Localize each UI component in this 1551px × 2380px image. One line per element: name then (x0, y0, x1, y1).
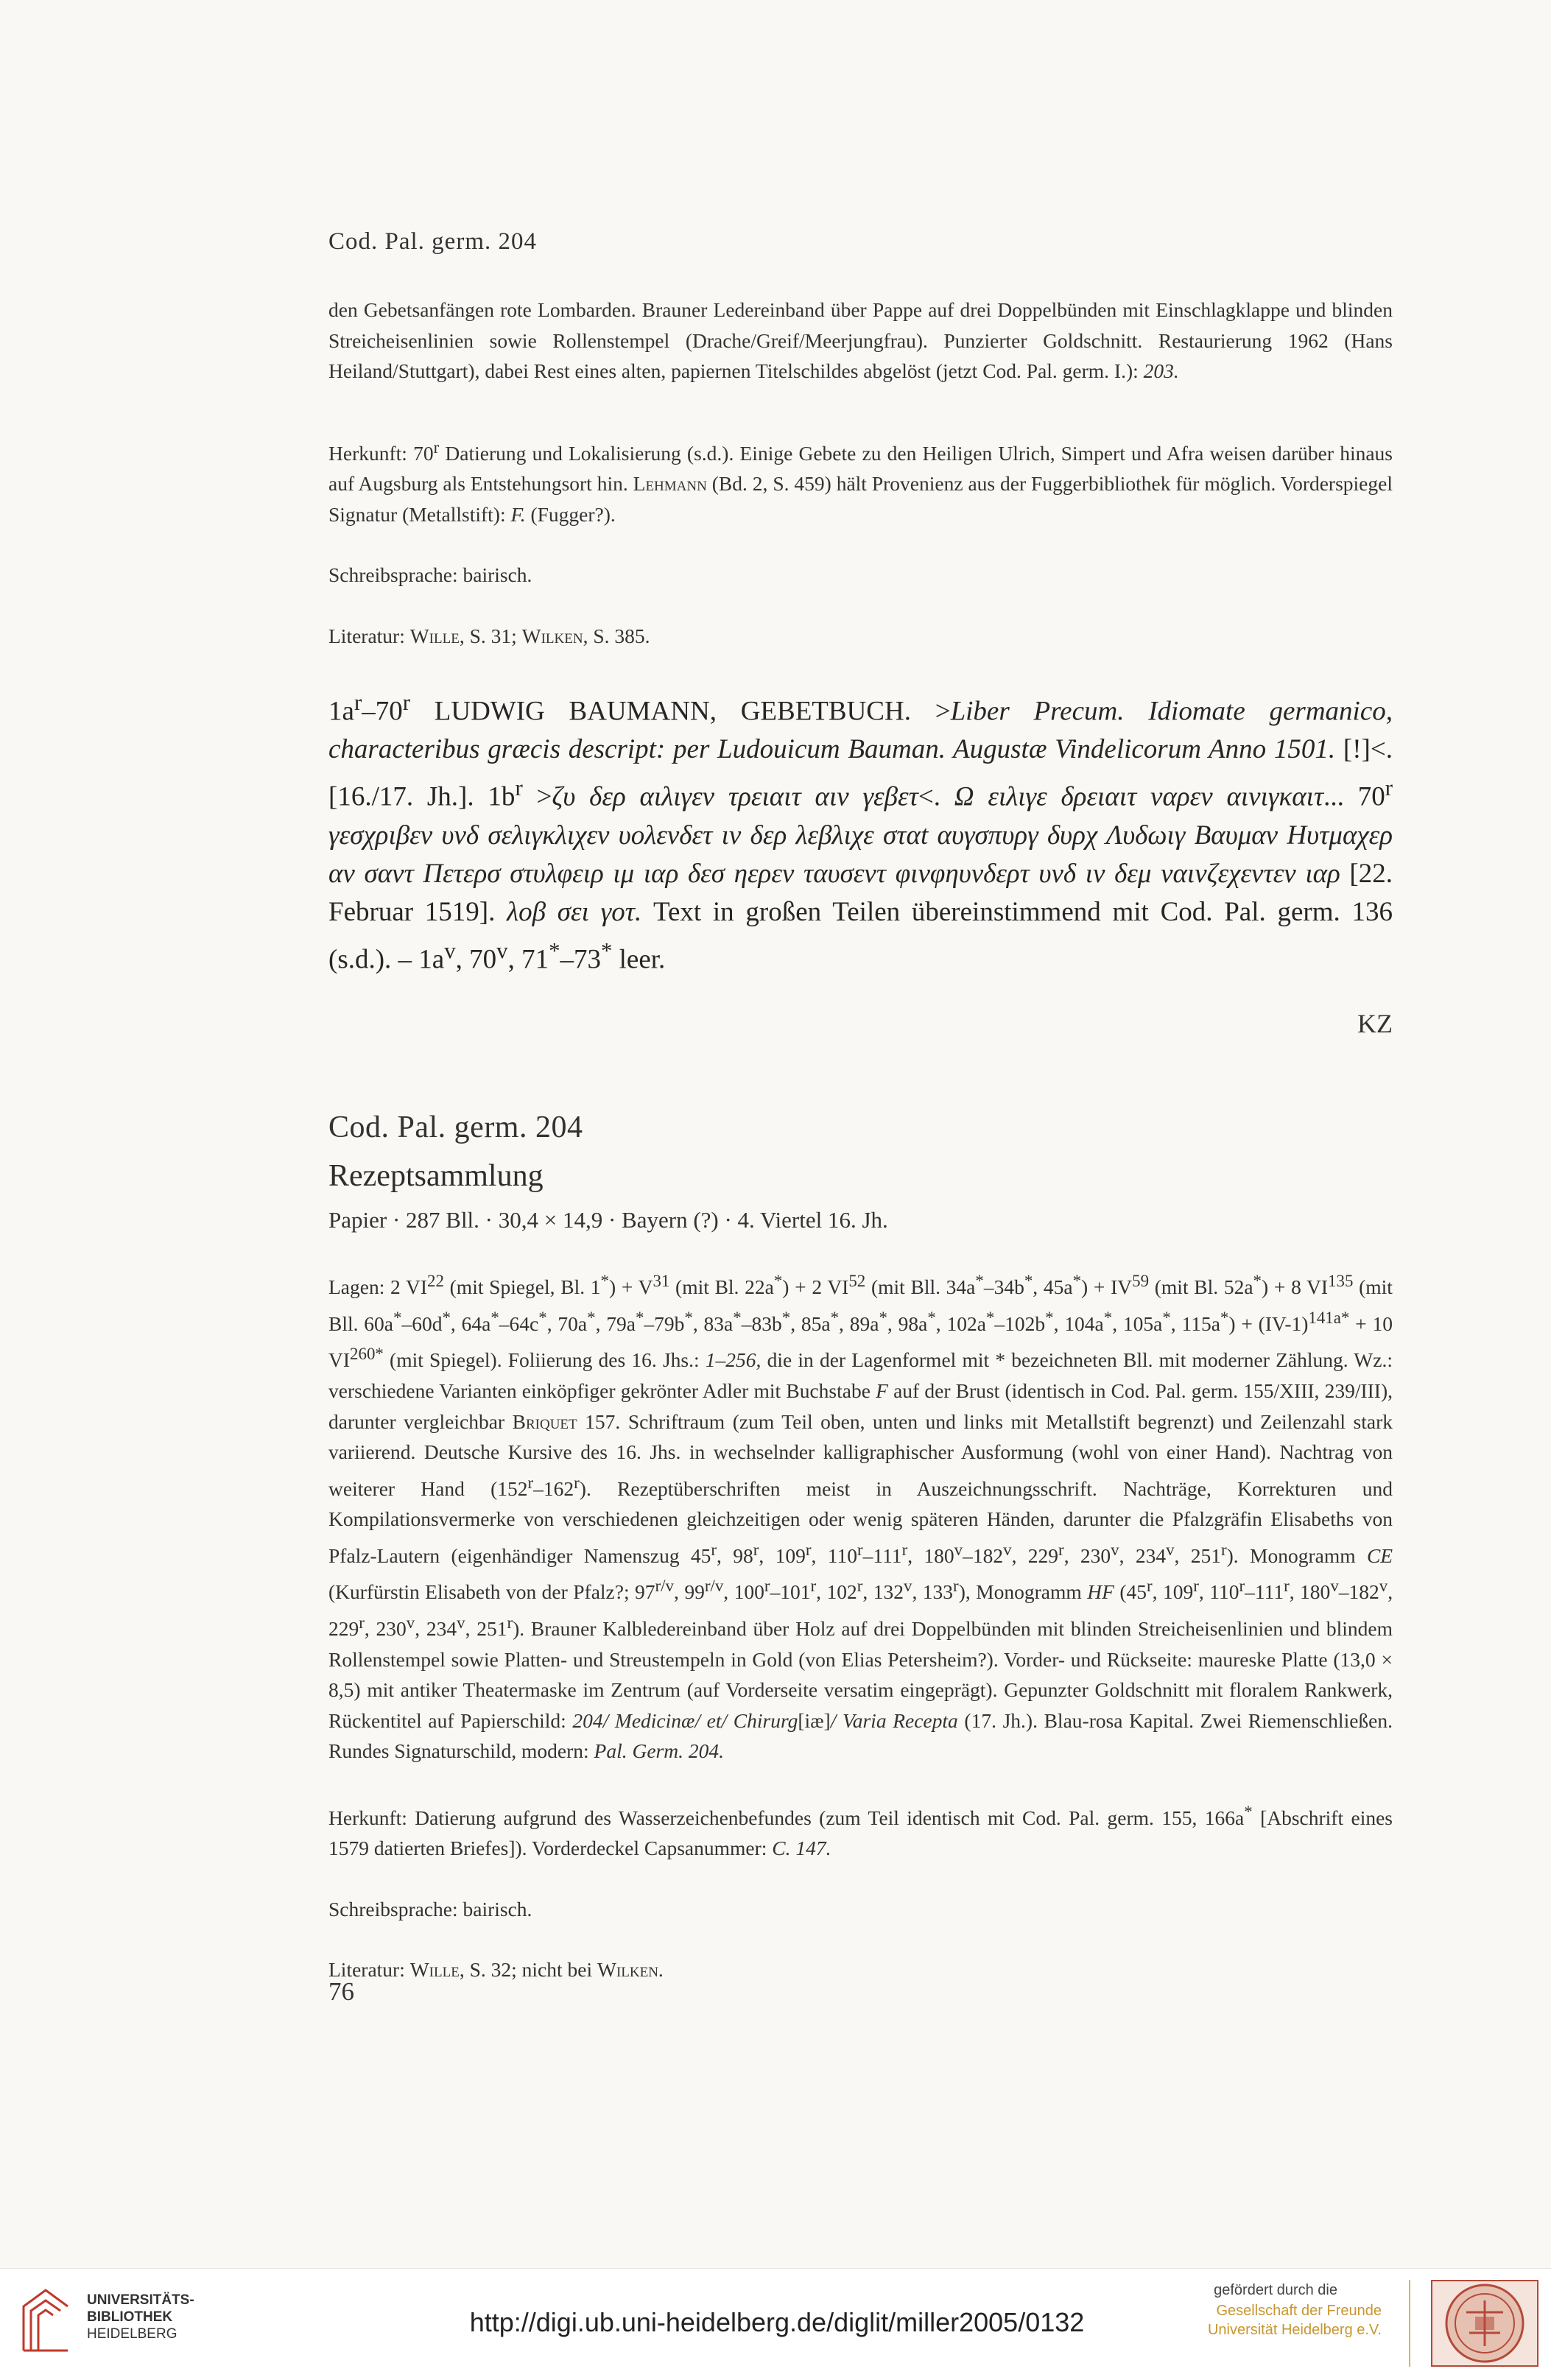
superscript: 31 (653, 1272, 670, 1291)
text-run: ) + 2 VI (782, 1275, 849, 1299)
sponsor-block (1208, 2279, 1382, 2339)
superscript: * (549, 937, 560, 963)
text-run: –111 (1245, 1580, 1284, 1604)
italic-run: Liber Precum. Idiomate germanico, characteribus græcis descript: per Ludouicum Bauman. Augustæ Vindelicorum Anno 1501. (328, 696, 1393, 765)
superscript: 260* (350, 1345, 384, 1364)
text-run: Literatur: (328, 624, 410, 647)
text-run: leer. (612, 944, 666, 975)
herkunft-paragraph (328, 432, 1393, 530)
superscript: r (527, 1473, 534, 1492)
text-run: , 234 (415, 1617, 457, 1641)
text-run: Lagen: 2 VI (328, 1275, 428, 1299)
codex-meta: Papier · 287 Bll. · 30,4 × 14,9 · Bayern (?) · 4. Viertel 16. Jh. (328, 1207, 888, 1233)
text-run: , 99 (674, 1580, 705, 1604)
greek-run: ζυ δερ αιλιγεν τρειαιτ αιν γεβετ (552, 781, 918, 812)
text-run: die in der Lagenformel mit * bezeichneten Bll. mit moderner Zählung. Wz.: verschiedene Varianten einköpfiger gekrönter Adler mit Buchstabe (328, 1348, 1393, 1403)
superscript: * (538, 1308, 547, 1327)
superscript: * (490, 1308, 499, 1327)
author-name: Wilken (521, 624, 583, 647)
text-run: , 70 (455, 944, 497, 975)
superscript: r (354, 690, 362, 716)
text-run: –64c (499, 1312, 539, 1335)
text-run: –83b (741, 1312, 782, 1335)
text-run: –111 (862, 1543, 902, 1567)
text-run: Datierung und Lokalisierung (s.d.). Einige Gebete zu den Heiligen Ulrich, Simpert und Afra weisen darüber hinaus auf Augsburg als Entstehungsort hin. (328, 441, 1393, 496)
sponsor-divider (1409, 2280, 1410, 2367)
codex-title: Cod. Pal. germ. 204 (328, 1110, 583, 1145)
text-run: (mit Bl. 22a (669, 1275, 774, 1299)
library-logo-icon (16, 2284, 75, 2355)
text-run: , 104a (1053, 1312, 1104, 1335)
author-name: Wille (409, 624, 460, 647)
text-run: , 251 (465, 1617, 507, 1641)
superscript: r (359, 1613, 365, 1633)
sponsor-name: Gesellschaft der Freunde (1216, 2303, 1382, 2319)
binding-ref: 203. (1143, 359, 1179, 382)
superscript: * (393, 1308, 402, 1327)
superscript: r (753, 1540, 759, 1559)
superscript: r (711, 1540, 717, 1559)
viewer-footer (0, 2268, 1551, 2380)
text-run: , 64a (450, 1312, 491, 1335)
text-run: –102b (994, 1312, 1046, 1335)
italic-run: F. (510, 502, 526, 526)
superscript: * (879, 1308, 887, 1327)
text-run: auf der Brust (identisch in Cod. Pal. germ. 155/XIII, 239/III), darunter vergleichbar (328, 1379, 1393, 1433)
greek-run: λοβ σει γοτ. (507, 896, 642, 927)
text-run: 157. Schriftraum (zum Teil oben, unten und links mit Metallstift begrenzt) und Zeilenzahl stark variierend. Deutsche Kursive des 16. Jhs. in wechselnder kalligraphischer Ausformung (wohl von einer Hand). Nachtrag von weiterer Hand (152 (328, 1409, 1393, 1500)
superscript: 52 (848, 1272, 866, 1291)
text-run: –182 (1338, 1580, 1379, 1604)
text-run: –182 (963, 1543, 1004, 1567)
sponsor-name: Universität Heidelberg e.V. (1207, 2322, 1382, 2338)
superscript: v (1003, 1540, 1012, 1559)
text-run: Text in großen Teilen übereinstimmend mit Cod. Pal. germ. 136 (s.d.). – 1a (328, 896, 1393, 975)
text-run: , 234 (1119, 1543, 1167, 1567)
superscript: v (1330, 1577, 1339, 1596)
text-run: , 83a (692, 1312, 734, 1335)
superscript: r (1147, 1577, 1153, 1596)
permalink-url[interactable]: http://digi.ub.uni-heidelberg.de/diglit/miller2005/0132 (469, 2307, 1085, 2337)
superscript: r (507, 1613, 513, 1633)
superscript: r (953, 1577, 959, 1596)
text-run: , 110 (811, 1543, 857, 1567)
text-run: (mit Spiegel, Bl. 1 (443, 1275, 601, 1299)
italic-run: / Varia Recepta (830, 1708, 958, 1732)
superscript: r (901, 1540, 908, 1559)
superscript: * (1162, 1308, 1171, 1327)
text-run: , S. 31; (459, 624, 522, 647)
superscript: * (975, 1272, 984, 1291)
text-run: 1a (328, 696, 354, 727)
text-run: + 10 VI (328, 1312, 1393, 1372)
text-run: , 133 (912, 1580, 954, 1604)
superscript: r (515, 775, 523, 801)
university-seal-icon (1431, 2280, 1538, 2367)
text-run: , 115a (1170, 1312, 1220, 1335)
text-run: (45 (1114, 1580, 1147, 1604)
text-run: , 102 (816, 1580, 857, 1604)
superscript: r (857, 1577, 863, 1596)
superscript: r (764, 1577, 770, 1596)
superscript: r (1058, 1540, 1064, 1559)
text-run: Herkunft: 70 (328, 441, 434, 465)
text-run: , 70a (546, 1312, 588, 1335)
superscript: r (857, 1540, 863, 1559)
superscript: v (1111, 1540, 1119, 1559)
superscript: r (805, 1540, 812, 1559)
herkunft-paragraph-2 (328, 1797, 1393, 1864)
text-run: –34b (983, 1275, 1024, 1299)
superscript: r/v (704, 1577, 724, 1596)
text-run: [Abschrift eines 1579 datierten Briefes]). Vorderdeckel Capsanummer: (328, 1806, 1393, 1860)
text-run: , 132 (862, 1580, 904, 1604)
codex-subject: Rezeptsammlung (328, 1159, 544, 1194)
superscript: * (733, 1308, 742, 1327)
superscript: * (684, 1308, 693, 1327)
library-logo-text (87, 2292, 194, 2342)
superscript: * (1220, 1308, 1229, 1327)
superscript: r (1221, 1540, 1227, 1559)
superscript: 22 (427, 1272, 444, 1291)
italic-run: C. 147. (772, 1837, 831, 1860)
superscript: r (1385, 775, 1393, 801)
text-run: Literatur: (328, 1958, 410, 1982)
superscript: * (1045, 1308, 1054, 1327)
schreibsprache-line: Schreibsprache: bairisch. (328, 563, 532, 587)
author-name: Wille (409, 1958, 460, 1982)
text-run: ). Brauner Kalbledereinband über Holz auf drei Doppelbünden mit blinden Streicheisenlinien und blindem Rollenstempel sowie Platten- und Streustempeln in Gold (von Elias Petersheim?). Vorder- und Rückseite: maureske Platte (13,0 × 8,5) mit antiker Theatermaske im Zentrum (auf Vorderseite versatim eingeprägt). Gepunzter Goldschnitt mit floralem Rankwerk, Rückentitel auf Papierschild: (328, 1617, 1393, 1732)
text-run: ), Monogramm (958, 1580, 1088, 1604)
superscript: * (635, 1308, 644, 1327)
superscript: r (402, 690, 410, 716)
text-run: (Bd. 2, S. 459) hält Provenienz aus der Fuggerbibliothek für möglich. Vorderspiegel Signatur (Metallstift): (328, 472, 1393, 526)
text-run: , 180 (1289, 1580, 1331, 1604)
text-run: , 45a (1033, 1275, 1073, 1299)
greek-run: γεσχριβεν υνδ σελιγκλιχεν υολενδετ ιν δερ λεβλιχε σταt αυγσπυργ δυρχ Λυδωιγ Βαυμαν Ηυτμαχερ αν σαντ Πετερσ στυλφειρ ιμ ιαρ δεσ ηερεν ταυσεντ φινφηυνδερτ υνδ ιν δεμ ναινζεχεντεν ιαρ (328, 820, 1393, 889)
text-run: ... 70 (1323, 781, 1385, 812)
text-run: –60d (401, 1312, 443, 1335)
page-number: 76 (328, 1977, 354, 2006)
superscript: * (442, 1308, 451, 1327)
text-run: , 180 (907, 1543, 954, 1567)
text-run: , 89a (839, 1312, 879, 1335)
text-run: , 110 (1198, 1580, 1239, 1604)
text-run: –70 (362, 696, 403, 727)
running-head: Cod. Pal. germ. 204 (328, 228, 537, 255)
superscript: * (600, 937, 613, 963)
binding-paragraph (328, 295, 1393, 387)
text-run: [!]<. [16./17. Jh.]. 1b (328, 734, 1393, 812)
superscript: * (587, 1308, 596, 1327)
superscript: r (810, 1577, 817, 1596)
text-run: > (522, 781, 552, 812)
text-run: , 85a (790, 1312, 831, 1335)
author-name: Briquet (512, 1409, 577, 1433)
text-run: –101 (770, 1580, 811, 1604)
text-run: LUDWIG BAUMANN, GEBETBUCH. > (410, 696, 951, 727)
superscript: v (954, 1540, 963, 1559)
text-run: (Fugger?). (525, 502, 616, 526)
logo-line: BIBLIOTHEK (87, 2309, 173, 2325)
superscript: 135 (1328, 1272, 1354, 1291)
text-run: , 251 (1174, 1543, 1221, 1567)
text-run: , 229 (1011, 1543, 1059, 1567)
superscript: * (1103, 1308, 1113, 1327)
superscript: * (600, 1272, 609, 1291)
text-run: , 230 (364, 1617, 407, 1641)
superscript: * (1244, 1802, 1253, 1821)
text-run: <. (918, 781, 954, 812)
author-name: Lehmann (633, 472, 707, 496)
greek-run: Ω ειλιγε δρειαιτ ναρεν αινιγκαιτ (954, 781, 1324, 812)
text-run: , 98 (717, 1543, 753, 1567)
text-run: , 109 (1152, 1580, 1194, 1604)
text-run: ) + (IV-1) (1228, 1312, 1309, 1335)
text-run: , 102a (935, 1312, 986, 1335)
text-run: , 230 (1063, 1543, 1111, 1567)
sponsor-label: gefördert durch die (1214, 2282, 1337, 2298)
superscript: v (444, 937, 456, 963)
superscript: * (927, 1308, 936, 1327)
logo-line: UNIVERSITÄTS- (87, 2292, 194, 2308)
superscript: 59 (1132, 1272, 1150, 1291)
superscript: * (1024, 1272, 1033, 1291)
literatur-line (328, 621, 1393, 652)
text-run: (Kurfürstin Elisabeth von der Pfalz?; 97 (328, 1580, 655, 1604)
italic-run: HF (1087, 1580, 1114, 1604)
text-run: –162 (533, 1476, 574, 1500)
author-name: Wilken (597, 1958, 658, 1982)
superscript: * (773, 1272, 783, 1291)
superscript: * (1253, 1272, 1262, 1291)
text-run: , 71 (507, 944, 549, 975)
text-run: [22. Februar 1519]. (328, 858, 1393, 927)
text-run: ) + 8 VI (1262, 1275, 1329, 1299)
text-run: , S. 32; nicht bei (459, 1958, 597, 1982)
text-run: , 98a (887, 1312, 928, 1335)
superscript: r (574, 1473, 580, 1492)
italic-run: F (876, 1379, 888, 1403)
text-run: (17. Jh.). Blau-rosa Kapital. Zwei Riemenschließen. Rundes Signaturschild, modern: (328, 1708, 1393, 1763)
superscript: r (1193, 1577, 1199, 1596)
text-run: (mit Bl. 52a (1149, 1275, 1253, 1299)
superscript: v (904, 1577, 912, 1596)
text-run: (mit Bll. 34a (865, 1275, 976, 1299)
text-run: . (658, 1958, 664, 1982)
superscript: v (406, 1613, 415, 1633)
superscript: v (1166, 1540, 1175, 1559)
superscript: v (496, 937, 508, 963)
text-run: , 229 (328, 1580, 1393, 1641)
italic-run: 204/ Medicinæ/ et/ Chirurg (572, 1708, 798, 1732)
text-run: , 100 (723, 1580, 764, 1604)
text-run: , 79a (595, 1312, 636, 1335)
lagen-paragraph (328, 1266, 1393, 1767)
binding-text: den Gebetsanfängen rote Lombarden. Brauner Ledereinband über Pappe auf drei Doppelbünden mit Einschlagklappe und blinden Streicheisenlinien sowie Rollenstempel (Drache/Greif/Meerjungfrau). Punzierter Goldschnitt. Restaurierung 1962 (Hans Heiland/Stuttgart), dabei Rest eines alten, papiernen Titelschildes abgelöst (jetzt Cod. Pal. germ. I.): (328, 298, 1393, 382)
text-run: ) + V (609, 1275, 653, 1299)
text-run: Herkunft: Datierung aufgrund des Wasserzeichenbefundes (zum Teil identisch mit Cod. Pal. germ. 155, 166a (328, 1806, 1245, 1829)
superscript: v (457, 1613, 465, 1633)
literatur-line-2 (328, 1954, 1393, 1985)
text-run: ). Monogramm (1226, 1543, 1367, 1567)
text-run: (mit Bll. 60a (328, 1275, 1393, 1335)
superscript: r/v (655, 1577, 674, 1596)
text-run: (mit Spiegel). Foliierung des 16. Jhs.: (383, 1348, 706, 1372)
italic-run: Pal. Germ. 204. (594, 1739, 724, 1763)
superscript: * (781, 1308, 791, 1327)
superscript: r (1239, 1577, 1245, 1596)
italic-run: 1–256, (705, 1348, 762, 1372)
author-initials: KZ (1357, 1009, 1393, 1039)
superscript: * (985, 1308, 995, 1327)
text-run: –73 (560, 944, 601, 975)
superscript: * (1072, 1272, 1082, 1291)
logo-line: HEIDELBERG (87, 2326, 177, 2342)
text-run: [iæ] (798, 1708, 831, 1732)
text-run: , 105a (1112, 1312, 1163, 1335)
text-run: , 109 (759, 1543, 806, 1567)
text-run: , S. 385. (583, 624, 650, 647)
superscript: * (830, 1308, 840, 1327)
superscript: v (1379, 1577, 1388, 1596)
gebetbuch-entry (328, 683, 1393, 979)
superscript: r (1284, 1577, 1290, 1596)
italic-run: CE (1366, 1543, 1393, 1567)
page-body (328, 295, 1393, 1985)
superscript: r (433, 437, 440, 457)
text-run: ). Rezeptüberschriften meist in Auszeichnungsschrift. Nachträge, Korrekturen und Kompilationsvermerke von verschiedenen gleichzeitigen oder wenig späteren Händen, darunter die Pfalzgräfin Elisabeths von Pfalz-Lautern (eigenhändiger Namenszug 45 (328, 1476, 1393, 1567)
superscript: 141a* (1308, 1308, 1350, 1327)
schreibsprache-line-2: Schreibsprache: bairisch. (328, 1897, 532, 1920)
text-run: –79b (644, 1312, 685, 1335)
text-run: ) + IV (1081, 1275, 1133, 1299)
